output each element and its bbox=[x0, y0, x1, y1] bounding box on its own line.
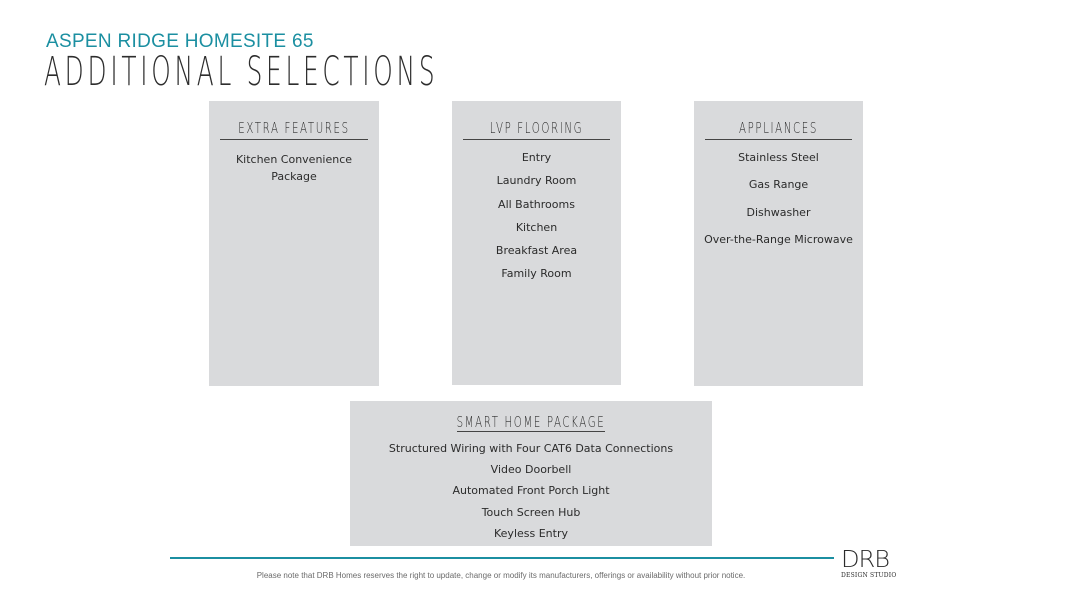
list-item: Over-the-Range Microwave bbox=[704, 232, 853, 246]
heading-divider bbox=[220, 139, 368, 140]
appliances-heading: APPLIANCES bbox=[739, 119, 818, 137]
drb-logo bbox=[841, 549, 897, 583]
disclaimer-note bbox=[170, 571, 896, 580]
list-item: Dishwasher bbox=[746, 205, 811, 219]
list-item: Keyless Entry bbox=[494, 526, 568, 540]
list-item: Automated Front Porch Light bbox=[452, 484, 610, 498]
list-item: Stainless Steel bbox=[738, 151, 819, 164]
lvp-flooring-heading: LVP FLOORING bbox=[489, 119, 584, 137]
list-item: Touch Screen Hub bbox=[481, 505, 581, 519]
smart-home-heading: SMART HOME PACKAGE bbox=[456, 413, 606, 431]
extra-features-heading: EXTRA FEATURES bbox=[238, 119, 350, 137]
list-item: Entry bbox=[521, 151, 552, 164]
footer-divider bbox=[170, 557, 834, 559]
logo-mark: DRB bbox=[841, 547, 890, 573]
extra-features-card bbox=[209, 101, 379, 386]
heading-divider bbox=[463, 139, 610, 140]
list-item: Kitchen bbox=[515, 220, 558, 234]
list-item: All Bathrooms bbox=[498, 197, 575, 211]
list-item: Breakfast Area bbox=[495, 244, 578, 258]
disclaimer-text: Please note that DRB Homes reserves the right to update, change or modify its manufacturers, offerings or availability without prior notice. bbox=[256, 571, 746, 580]
page-title: ADDITIONAL SELECTIONS bbox=[44, 49, 439, 95]
lvp-flooring-card bbox=[452, 101, 621, 385]
list-item: Family Room bbox=[501, 267, 572, 281]
heading-divider bbox=[457, 431, 605, 432]
appliances-card bbox=[694, 101, 863, 386]
list-item: Laundry Room bbox=[496, 174, 577, 188]
logo-subtitle: DESIGN STUDIO bbox=[841, 572, 897, 579]
community-subtitle: ASPEN RIDGE HOMESITE 65 bbox=[46, 31, 314, 52]
list-item: Video Doorbell bbox=[490, 463, 572, 477]
list-item: Structured Wiring with Four CAT6 Data Connections bbox=[388, 442, 674, 455]
list-item: Gas Range bbox=[748, 178, 809, 192]
smart-home-card bbox=[350, 401, 712, 546]
heading-divider bbox=[705, 139, 852, 140]
list-item: Kitchen Convenience Package bbox=[235, 153, 353, 183]
